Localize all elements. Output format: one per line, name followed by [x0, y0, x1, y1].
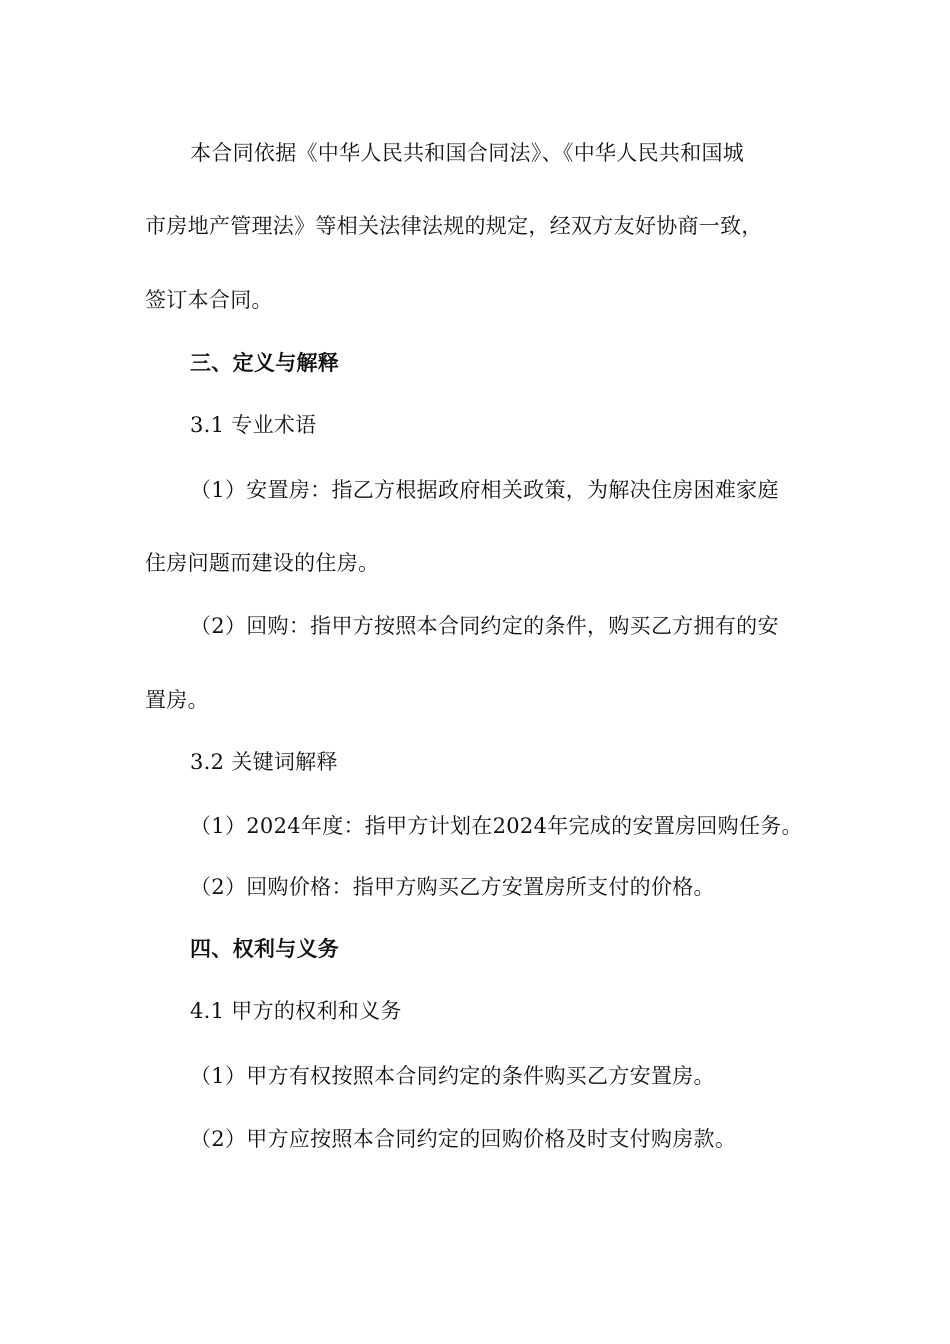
section-3-heading: 三、定义与解释	[190, 350, 340, 375]
subsection-3-1-heading: 3.1 专业术语	[190, 413, 317, 437]
term-item-2-line-1: （2）回购：指甲方按照本合同约定的条件，购买乙方拥有的安	[190, 614, 779, 638]
intro-line-1: 本合同依据《中华人民共和国合同法》、《中华人民共和国城	[190, 141, 745, 165]
obligation-item-1: （1）甲方有权按照本合同约定的条件购买乙方安置房。	[190, 1064, 715, 1088]
term-item-1-line-2: 住房问题而建设的住房。	[145, 551, 380, 575]
subsection-3-2-heading: 3.2 关键词解释	[190, 750, 338, 774]
keyword-item-2: （2）回购价格：指甲方购买乙方安置房所支付的价格。	[190, 875, 715, 899]
subsection-4-1-heading: 4.1 甲方的权利和义务	[190, 999, 402, 1023]
intro-line-2: 市房地产管理法》等相关法律法规的规定，经双方友好协商一致，	[145, 214, 763, 238]
term-item-1-line-1: （1）安置房：指乙方根据政府相关政策，为解决住房困难家庭	[190, 478, 779, 502]
keyword-item-1: （1）2024年度：指甲方计划在2024年完成的安置房回购任务。	[190, 814, 803, 838]
obligation-item-2: （2）甲方应按照本合同约定的回购价格及时支付购房款。	[190, 1127, 737, 1151]
section-4-heading: 四、权利与义务	[190, 936, 340, 961]
intro-line-3: 签订本合同。	[145, 288, 273, 312]
term-item-2-line-2: 置房。	[145, 688, 209, 712]
